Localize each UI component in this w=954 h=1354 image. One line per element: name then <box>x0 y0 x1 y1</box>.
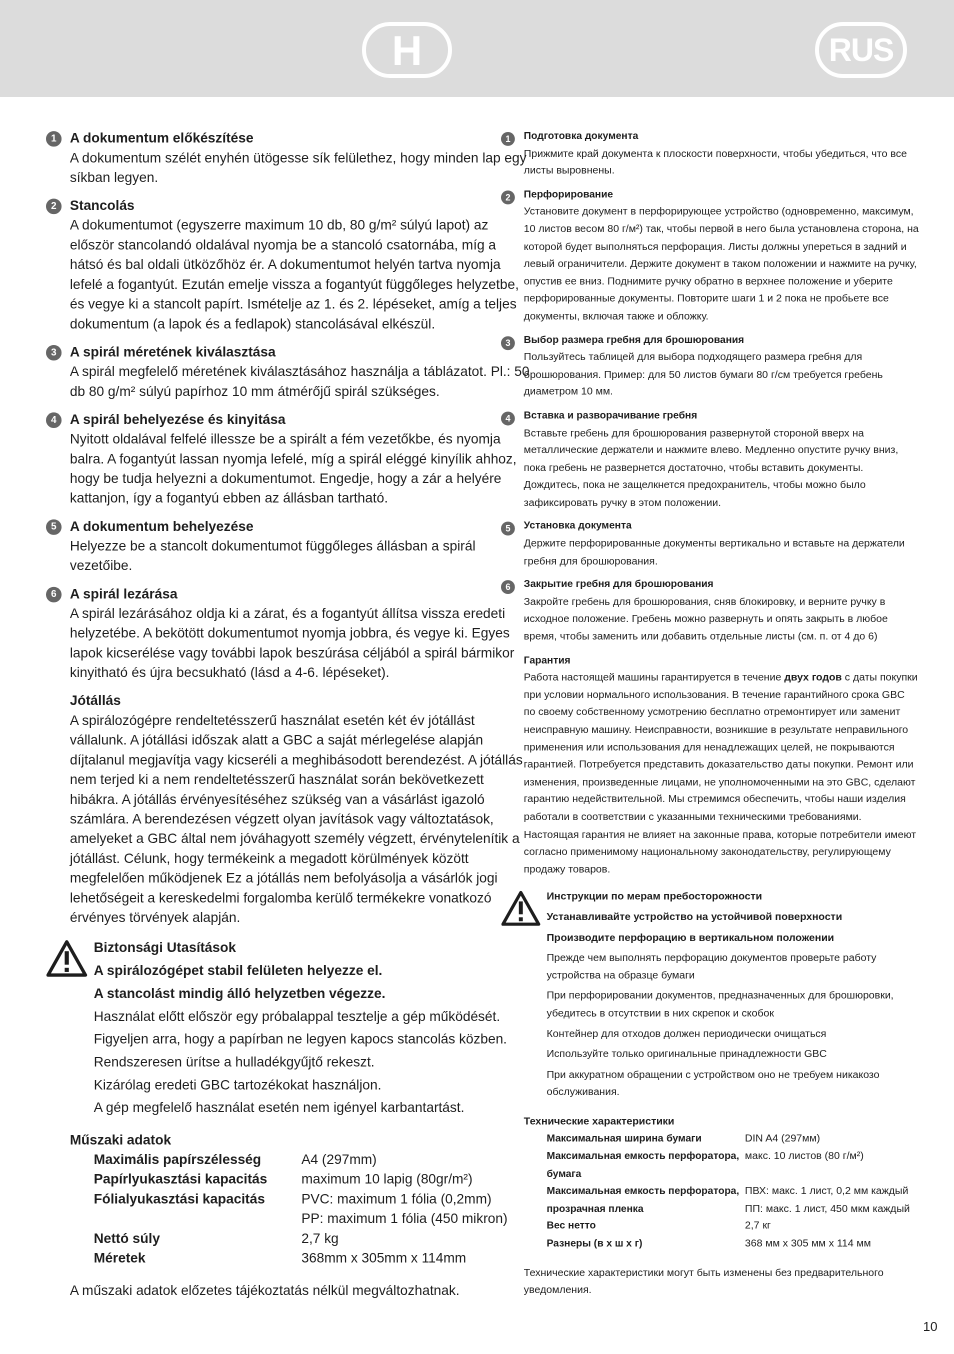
safety-item: Прежде чем выполнять перфорацию документов проверьте работу устройства на образце бумаги <box>546 952 877 982</box>
step-text: A dokumentumot (egyszerre maximum 10 db, 80 g/m² súlyú lapot) az először stancolandó oldalával nyomja be a stancoló csatornába, míg a hátsó és bal oldali ütközőhöz ér. A dokumentumot helyén tartva nyomja lefelé a fogantyút. Ezután emelje vissza a fogantyút függőleges helyzetbe, és vegye ki a stancolt papírt. Ismételje az 1. és 2. lépéseket, amíg a teljes dokumentum (a lapok és a fedlapok) stancolásával elkészül. <box>69 217 519 332</box>
step-text: A spirál lezárásához oldja ki a zárat, és a fogantyút állítsa vissza eredeti helyzetébe. A bekötött dokumentumot nyomja jobbra, és vegye ki. Egyes lapok kicserélése vagy további lapok beszúrása céljából a spirál bármikor kinyitható és újra becsukható (lásd a 4-6. lépéseket). <box>69 605 515 681</box>
spec-value: A4 (297mm) <box>301 1151 377 1168</box>
step-title: A spirál méretének kiválasztása <box>69 343 276 360</box>
specs-table <box>94 1149 508 1267</box>
spec-key: Максимальная ширина бумаги <box>546 1133 702 1145</box>
warning-triangle-icon <box>46 940 88 977</box>
step-number-badge: 2 <box>501 190 515 204</box>
spec-key: Разнеры (в х ш х г) <box>546 1238 643 1250</box>
step-3 <box>46 342 532 401</box>
step-number-badge: 5 <box>46 519 62 535</box>
safety-rule: Производите перфорацию в вертикальном положении <box>546 931 835 944</box>
step-5 <box>46 516 532 575</box>
step-title: Установка документа <box>523 521 632 533</box>
step-2 <box>46 195 532 333</box>
warranty-period: двух годов <box>784 671 842 684</box>
warranty-text: A spirálozógépre rendeltetésszerű használat esetén két év jótállást vállalunk. A jótállási időszak alatt a GBC a saját mérlegelése alapján díjtalanul megjavítja vagy kicseréli a meghibásodott berendezést. A jótállás nem terjed ki a nem rendeltetésszerű használat során bekövetkezett hibákra. A jótállás érvényesítéséhez szükség van a vásárlást igazoló számlára. A berendezésen végzett olyan javítások vagy változtatások, amelyeket a GBC által nem jóváhagyott személy végzett, érvénytelenítik a jótállást. Célunk, hogy termékeink a megadott körülmények között megfelelően működjenek Ez a jótállás nem befolyásolja a vásárlók jogi lehetőségeit a kereskedelmi forgalomba kerülő termékekre vonatkozó érvényes törvények alapján. <box>69 712 523 926</box>
step-1 <box>46 128 532 187</box>
safety-rule: Устанавливайте устройство на устойчивой поверхности <box>546 911 843 924</box>
safety-item: Контейнер для отходов должен периодически очищаться <box>546 1027 827 1040</box>
step-6 <box>501 576 919 646</box>
step-title: Подготовка документа <box>523 130 639 142</box>
step-number-badge: 6 <box>501 580 515 594</box>
step-text: A dokumentum szélét enyhén ütögesse sík felülethez, hogy minden lap egy síkban legyen. <box>69 149 527 186</box>
warranty-title: Гарантия <box>523 655 571 667</box>
spec-value: DIN A4 (297мм) <box>744 1132 821 1145</box>
spec-key: Вес нетто <box>546 1221 596 1233</box>
step-6 <box>46 584 532 683</box>
safety-rule: A spirálozógépet stabil felületen helyezze el. <box>93 962 383 979</box>
warranty-section <box>501 652 919 879</box>
step-text: A spirál megfelelő méretének kiválasztásához használja a táblázatot. Pl.: 50 db 80 g/m² súlyú papírhoz 10 mm átmérőjű spirál szükséges. <box>69 363 530 399</box>
step-title: Закрытие гребня для брошюрования <box>523 579 714 591</box>
spec-key: Максимальная емкость перфоратора, бумага <box>546 1151 740 1180</box>
step-text: Helyezze be a stancolt dokumentumot függőleges állásban a spirál vezetőibe. <box>69 538 476 574</box>
warranty-text-start: Работа настоящей машины гарантируется в течение <box>523 671 785 684</box>
warranty-title: Jótállás <box>69 692 121 709</box>
step-number-badge: 2 <box>46 199 62 215</box>
step-1 <box>501 128 919 180</box>
safety-title: Biztonsági Utasítások <box>93 939 237 956</box>
step-title: A dokumentum előkészítése <box>69 130 254 146</box>
spec-value: ПВХ: макс. 1 лист, 0,2 мм каждый ПП: макс. 1 лист, 450 мкм каждый <box>744 1185 910 1215</box>
step-number-badge: 6 <box>46 587 62 603</box>
spec-row <box>547 1131 919 1148</box>
safety-item: При перфорировании документов, предназначенных для брошюровки, убедитесь в отсутствии в них скрепок и скобок <box>546 989 894 1020</box>
language-badge-russian: RUS <box>815 22 907 78</box>
spec-key <box>94 1209 302 1229</box>
spec-key: Fólialyukasztási kapacitás <box>93 1191 265 1207</box>
page-number: 10 <box>923 1319 938 1334</box>
specs-footnote: A műszaki adatok előzetes tájékoztatás nélkül megváltozhatnak. <box>69 1282 460 1298</box>
spec-value: maximum 10 lapig (80gr/m²) <box>301 1171 473 1187</box>
warning-triangle-icon <box>501 891 541 927</box>
safety-section <box>501 889 919 1102</box>
step-title: Вставка и разворачивание гребня <box>523 410 698 422</box>
step-title: A spirál behelyezése és kinyitása <box>69 411 286 427</box>
step-number-badge: 3 <box>501 336 515 350</box>
safety-item: Rendszeresen ürítse a hulladékgyűjtő rekeszt. <box>93 1053 375 1070</box>
step-4 <box>501 408 919 513</box>
spec-key: Papírlyukasztási kapacitás <box>93 1171 268 1187</box>
step-text: Установите документ в перфорирующее устройство (одновременно, максимум, 10 листов весом 80 г/м²) так, чтобы первой в него была установлена сторона, на которой будет выполняться перфорация. Листы должны упереться в задний и левый ограничители. Держите документ в таком положении и нажмите на ручку, опустив ее вниз. Поднимите ручку обратно в верхнее положение и уберите перфорированные документы. Повторите шаги 1 и 2 пока не пробьете все документы, включая также и обложку. <box>523 205 919 323</box>
safety-item: Figyeljen arra, hogy a papírban ne legyen kapocs stancolás közben. <box>93 1031 507 1047</box>
spec-value: макс. 10 листов (80 г/м²) <box>744 1150 864 1163</box>
spec-row <box>547 1148 919 1183</box>
spec-row <box>547 1218 919 1235</box>
step-title: Stancolás <box>69 197 135 214</box>
step-number-badge: 4 <box>46 412 62 428</box>
step-text: Закройте гребень для брошюрования, сняв блокировку, и верните ручку в исходное положение. Гребень можно развернуть и опять закрыть в любое время, чтобы заменить или добавить отдельные листы (см. п. от 4 до 6) <box>523 595 888 643</box>
spec-row <box>94 1149 508 1169</box>
spec-row <box>94 1189 508 1209</box>
warranty-section <box>46 691 532 928</box>
step-number-badge: 5 <box>501 522 515 536</box>
spec-row <box>94 1209 508 1229</box>
header-band <box>0 0 954 97</box>
specs-table <box>547 1131 919 1253</box>
step-title: A dokumentum behelyezése <box>69 518 254 534</box>
specs-title: Технические характеристики <box>523 1115 675 1128</box>
step-number-badge: 3 <box>46 345 62 361</box>
warranty-text-rest: с даты покупки при условии нормального использования. В течение гарантийного срока GBC по своему собственному усмотрению бесплатно отремонтирует или заменит неисправную машину. Неисправности, возникшие в результате неправильного применения или использования для ненадлежащих целей, не покрываются гарантией. Потребуется представить доказательство даты покупки. Ремонт или изменения, произведенные лицами, не уполномоченными на это GBC, сделают гарантию недействительной. Мы стремимся обеспечить, чтобы наши изделия работали в соответствии с указанными техническими требованиями. Настоящая гарантия не влияет на законные права, которые потребители имеют согласно применимому национальному законодательству, регулирующему продажу товаров. <box>523 671 918 876</box>
step-text: Держите перфорированные документы вертикально и вставьте на держатели гребня для брошюрования. <box>523 537 905 567</box>
step-number-badge: 1 <box>501 132 515 146</box>
spec-value: 2,7 кг <box>744 1220 771 1233</box>
safety-item: Используйте только оригинальные принадлежности GBC <box>546 1048 827 1061</box>
safety-section <box>46 938 532 1118</box>
safety-item: A gép megfelelő használat esetén nem igényel karbantartást. <box>93 1099 465 1116</box>
safety-item: При аккуратном обращении с устройством оно не требуем никакозо обслуживания. <box>546 1068 880 1099</box>
spec-key: Максимальная емкость перфоратора, прозрачная пленка <box>546 1186 740 1215</box>
step-number-badge: 1 <box>46 131 62 147</box>
step-4 <box>46 409 532 508</box>
spec-row <box>547 1183 919 1218</box>
safety-title: Инструкции по мерам пребосторожности <box>546 890 763 903</box>
step-title: Выбор размера гребня для брошюрования <box>523 334 745 346</box>
spec-value: 2,7 kg <box>301 1230 339 1247</box>
step-2 <box>501 186 919 326</box>
step-text: Пользуйтесь таблицей для выбора подходящего размера гребня для брошюрования. Пример: для 50 листов бумаги 80 г/см требуется гребень диаметром 10 мм. <box>523 351 883 399</box>
step-3 <box>501 332 919 402</box>
safety-rule: A stancolást mindig álló helyzetben végezze. <box>93 985 386 1002</box>
hungarian-column <box>46 128 532 1300</box>
step-title: Перфорирование <box>523 189 614 201</box>
specs-footnote: Технические характеристики могут быть изменены без предварительного уведомления. <box>523 1266 884 1297</box>
spec-key: Méretek <box>93 1250 146 1266</box>
step-5 <box>501 518 919 570</box>
spec-row <box>94 1248 508 1268</box>
specs-title: Műszaki adatok <box>69 1131 172 1148</box>
spec-key: Maximális papírszélesség <box>93 1151 262 1168</box>
spec-value: 368mm x 305mm x 114mm <box>301 1250 467 1266</box>
step-text: Прижмите край документа к плоскости поверхности, чтобы убедиться, что все листы выровнены. <box>523 147 907 177</box>
spec-key: Nettó súly <box>93 1230 160 1247</box>
step-text: Nyitott oldalával felfelé illessze be a spirált a fém vezetőkbe, és nyomja balra. A fogantyút lassan nyomja lefelé, míg a spirál eléggé kinyílik ahhoz, hogy be tudja helyezni a dokumentumot. Engedje, hogy a zár a helyére kattanjon, így a fogantyú ebben az állásban tartható. <box>69 431 517 506</box>
step-number-badge: 4 <box>501 411 515 425</box>
spec-value: 368 мм x 305 мм x 114 мм <box>744 1237 871 1250</box>
spec-row <box>94 1169 508 1189</box>
language-badge-hungarian: H <box>362 22 452 78</box>
safety-item: Használat előtt először egy próbalappal tesztelje a gép működését. <box>93 1008 501 1024</box>
russian-column <box>501 128 919 1300</box>
spec-row <box>94 1228 508 1248</box>
step-title: A spirál lezárása <box>69 585 178 602</box>
safety-item: Kizárólag eredeti GBC tartozékokat használjon. <box>93 1076 382 1093</box>
spec-value: PVC: maximum 1 fólia (0,2mm) <box>301 1191 492 1207</box>
step-text: Вставьте гребень для брошюрования развернутой стороной вверх на металлические держатели и нажмите влево. Медленно опустите ручку вниз, пока гребень не развернется достаточно, чтобы вставить документы. Дождитесь, пока не защелкнется предохранитель, чтобы можно было зафиксировать ручку в этом положении. <box>523 426 899 509</box>
spec-row <box>547 1236 919 1253</box>
spec-value: PP: maximum 1 fólia (450 mikron) <box>301 1210 508 1227</box>
